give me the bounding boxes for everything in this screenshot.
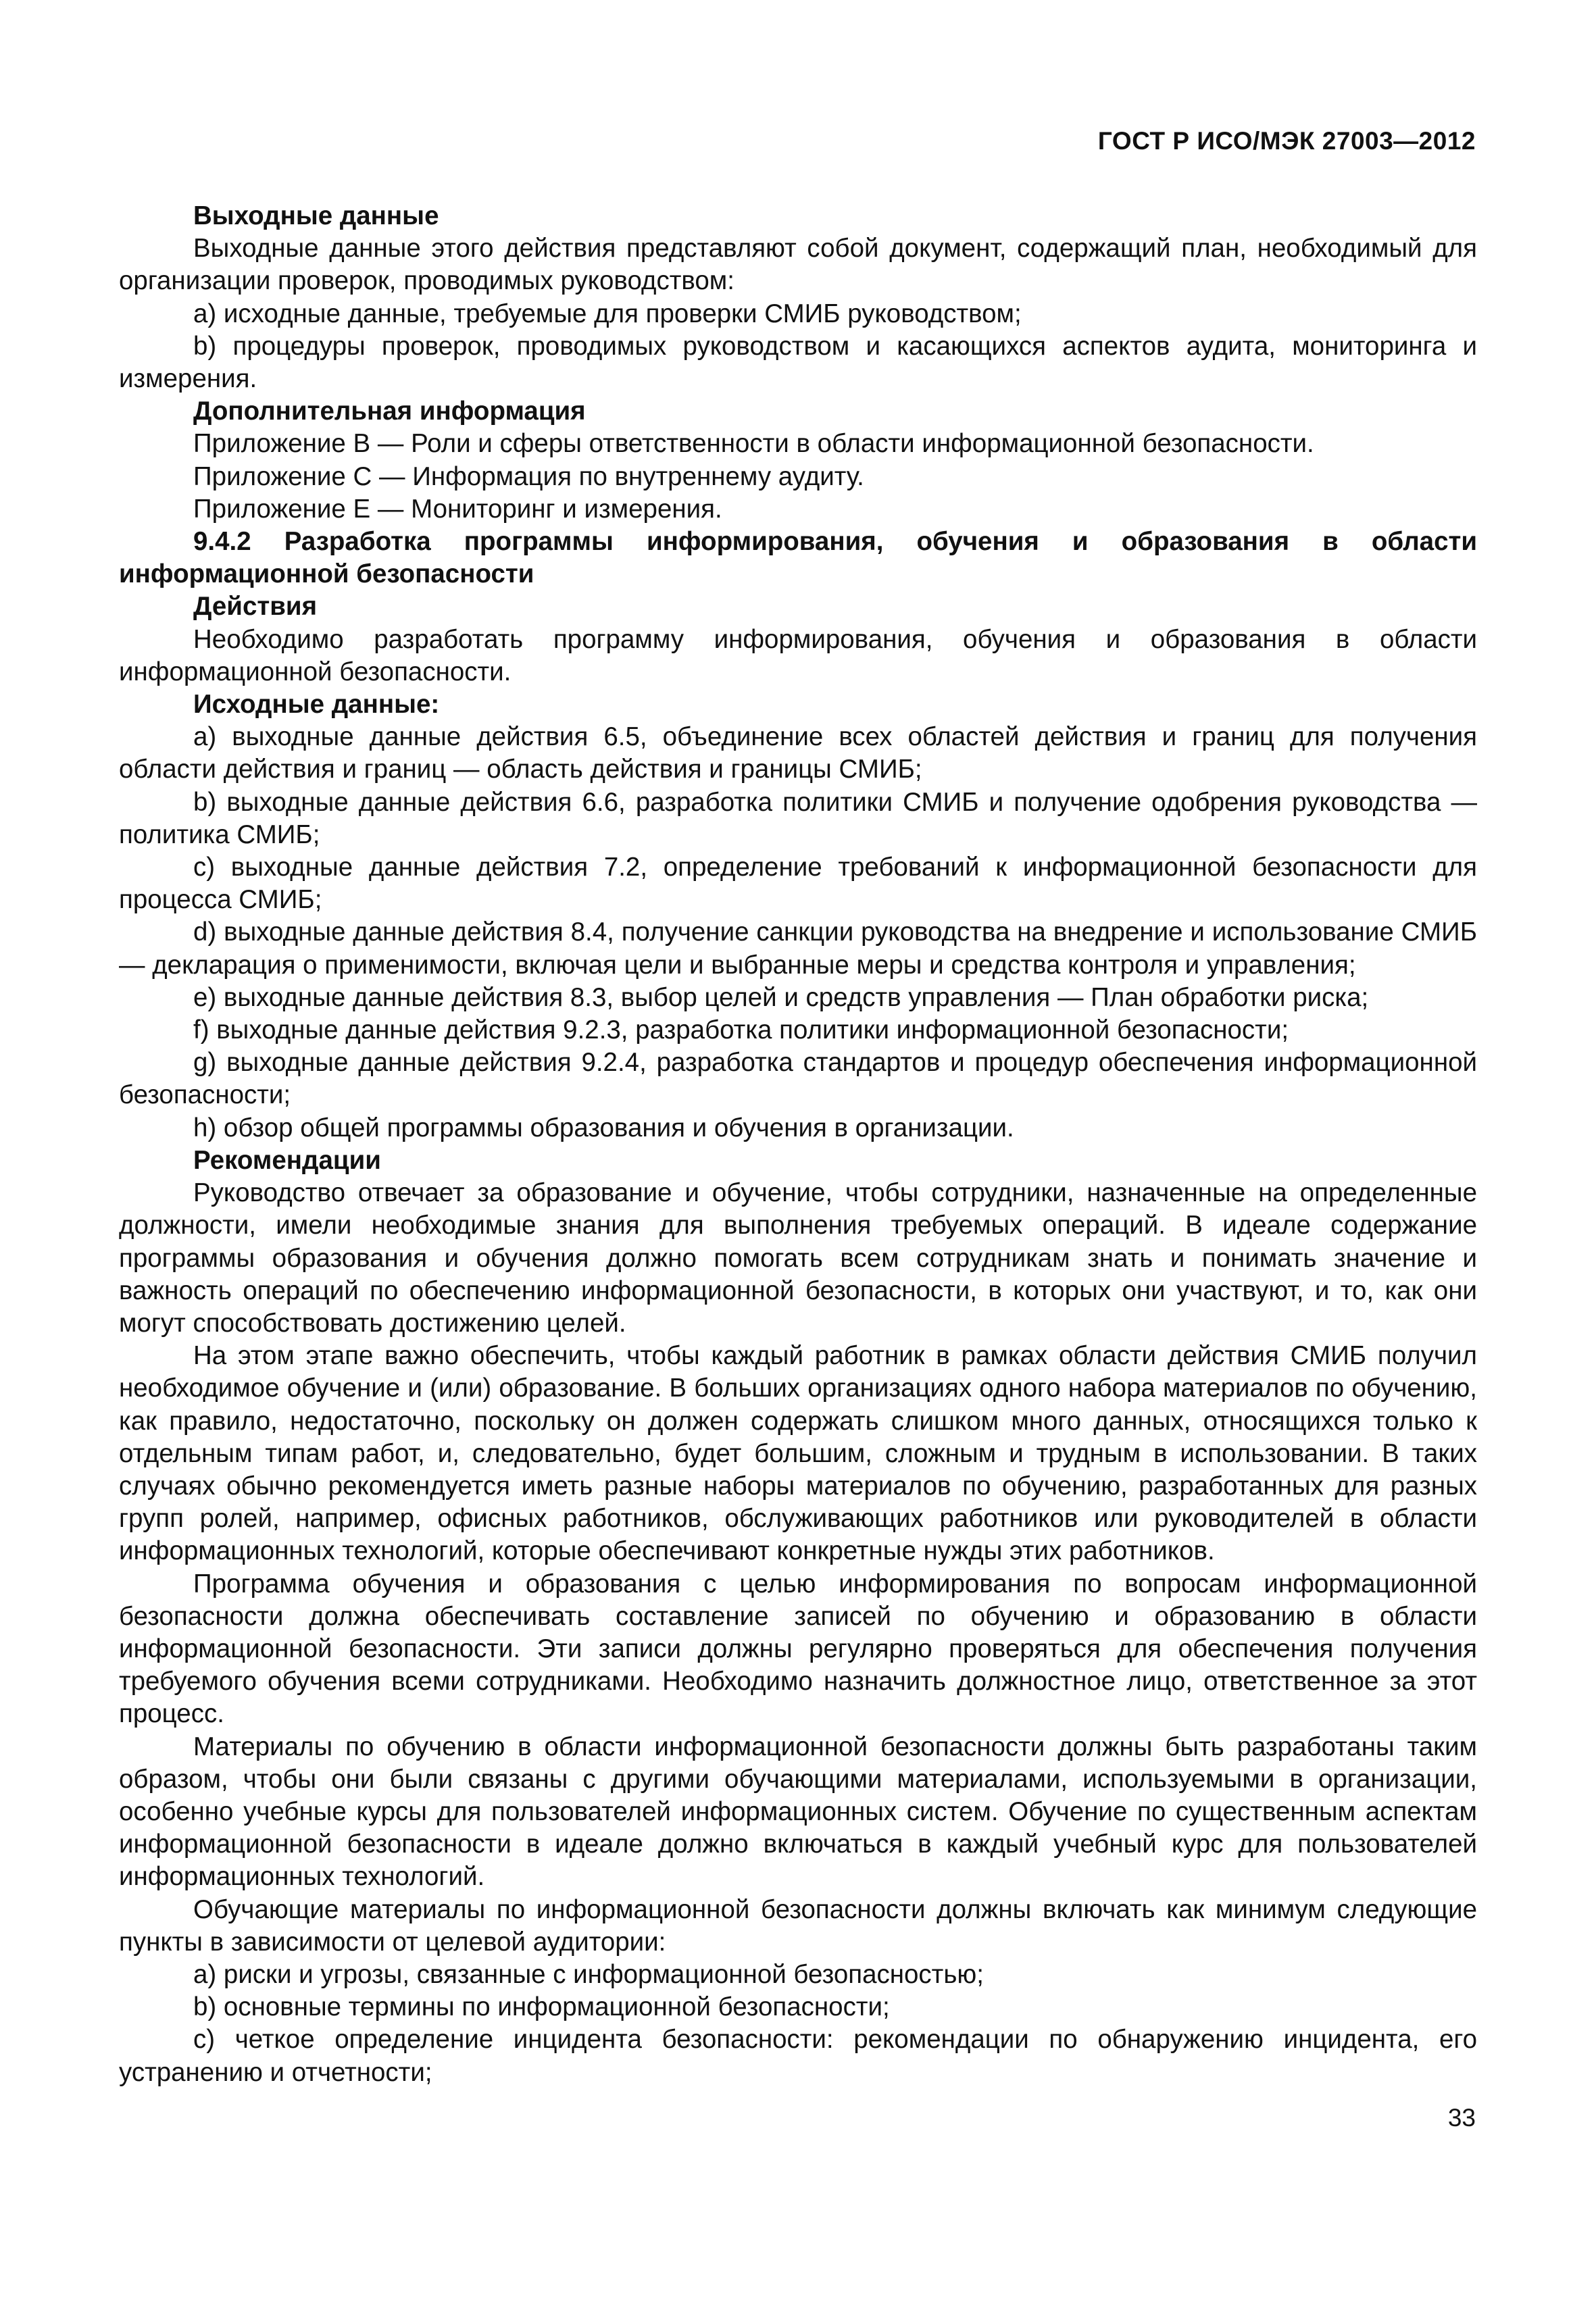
heading-input-data: Исходные данные: <box>193 690 440 720</box>
list-item: h) обзор общей программы образования и обучения в организации. <box>193 1113 1014 1142</box>
list-item: d) выходные данные действия 8.4, получение санкции руководства на внедрение и использование СМИБ — декларация о применимости, включая цели и выбранные меры и средства контроля и управления; <box>119 917 1477 980</box>
paragraph: Выходные данные этого действия представляют собой документ, содержащий план, необходимый для организации проверок, проводимых руководством: <box>119 234 1477 296</box>
reference-line: Приложение E — Мониторинг и измерения. <box>193 494 722 524</box>
paragraph: Руководство отвечает за образование и обучение, чтобы сотрудники, назначенные на определенные должности, имели необходимые знания для выполнения требуемых операций. В идеале содержание программы образования и обучения должно помогать всем сотрудникам знать и понимать значение и важность операций по обеспечению информационной безопасности, в которых они участвуют, и то, как они могут способствовать достижению целей. <box>119 1178 1477 1338</box>
section-title: 9.4.2 Разработка программы информирования, обучения и образования в области информационной безопасности <box>119 527 1477 589</box>
list-item: g) выходные данные действия 9.2.4, разработка стандартов и процедур обеспечения информационной безопасности; <box>119 1048 1477 1110</box>
page-number: 33 <box>1447 2104 1476 2132</box>
heading-recommendations: Рекомендации <box>193 1145 381 1175</box>
list-item: b) процедуры проверок, проводимых руководством и касающихся аспектов аудита, мониторинга и измерения. <box>119 331 1477 394</box>
list-item: c) выходные данные действия 7.2, определение требований к информационной безопасности для процесса СМИБ; <box>119 853 1477 915</box>
list-item: a) риски и угрозы, связанные с информационной безопасностью; <box>193 1959 984 1989</box>
document-body <box>119 200 1477 2089</box>
paragraph: Материалы по обучению в области информационной безопасности должны быть разработаны таким образом, чтобы они были связаны с другими обучающими материалами, используемыми в организации, особенно учебные курсы для пользователей информационных систем. Обучение по существенным аспектам информационной безопасности в идеале должно включаться в каждый учебный курс для пользователей информационных технологий. <box>119 1732 1477 1892</box>
list-item: e) выходные данные действия 8.3, выбор целей и средств управления — План обработки риска; <box>193 982 1369 1012</box>
heading-additional-info: Дополнительная информация <box>193 397 586 426</box>
paragraph: Программа обучения и образования с целью информирования по вопросам информационной безопасности должна обеспечивать составление записей по обучению и образованию в области информационной безопасности. Эти записи должны регулярно проверяться для обеспечения получения требуемого обучения всеми сотрудниками. Необходимо назначить должностное лицо, ответственное за этот процесс. <box>119 1569 1477 1729</box>
paragraph: Необходимо разработать программу информирования, обучения и образования в области информационной безопасности. <box>119 624 1477 686</box>
list-item: f) выходные данные действия 9.2.3, разработка политики информационной безопасности; <box>193 1015 1289 1045</box>
list-item: c) четкое определение инцидента безопасности: рекомендации по обнаружению инцидента, его устранению и отчетности; <box>119 2025 1477 2087</box>
list-item: a) исходные данные, требуемые для проверки СМИБ руководством; <box>193 299 1022 328</box>
list-item: b) выходные данные действия 6.6, разработка политики СМИБ и получение одобрения руководства — политика СМИБ; <box>119 787 1477 849</box>
heading-output-data: Выходные данные <box>193 201 439 230</box>
heading-actions: Действия <box>193 592 318 622</box>
document-header-id: ГОСТ Р ИСО/МЭК 27003—2012 <box>1097 127 1476 155</box>
list-item: a) выходные данные действия 6.5, объединение всех областей действия и границ для получения области действия и границ — область действия и границы СМИБ; <box>119 722 1477 784</box>
list-item: b) основные термины по информационной безопасности; <box>193 1992 890 2022</box>
paragraph: На этом этапе важно обеспечить, чтобы каждый работник в рамках области действия СМИБ получил необходимое обучение и (или) образование. В больших организациях одного набора материалов по обучению, как правило, недостаточно, поскольку он должен содержать слишком много данных, относящихся только к отдельным типам работ, и, следовательно, будет большим, сложным и трудным в использовании. В таких случаях обычно рекомендуется иметь разные наборы материалов по обучению, разработанных для разных групп ролей, например, офисных работников, обслуживающих работников или руководителей в области информационных технологий, которые обеспечивают конкретные нужды этих работников. <box>119 1341 1477 1566</box>
reference-line: Приложение B — Роли и сферы ответственности в области информационной безопасности. <box>193 429 1314 459</box>
paragraph: Обучающие материалы по информационной безопасности должны включать как минимум следующие пункты в зависимости от целевой аудитории: <box>119 1894 1477 1957</box>
reference-line: Приложение C — Информация по внутреннему аудиту. <box>193 461 864 491</box>
